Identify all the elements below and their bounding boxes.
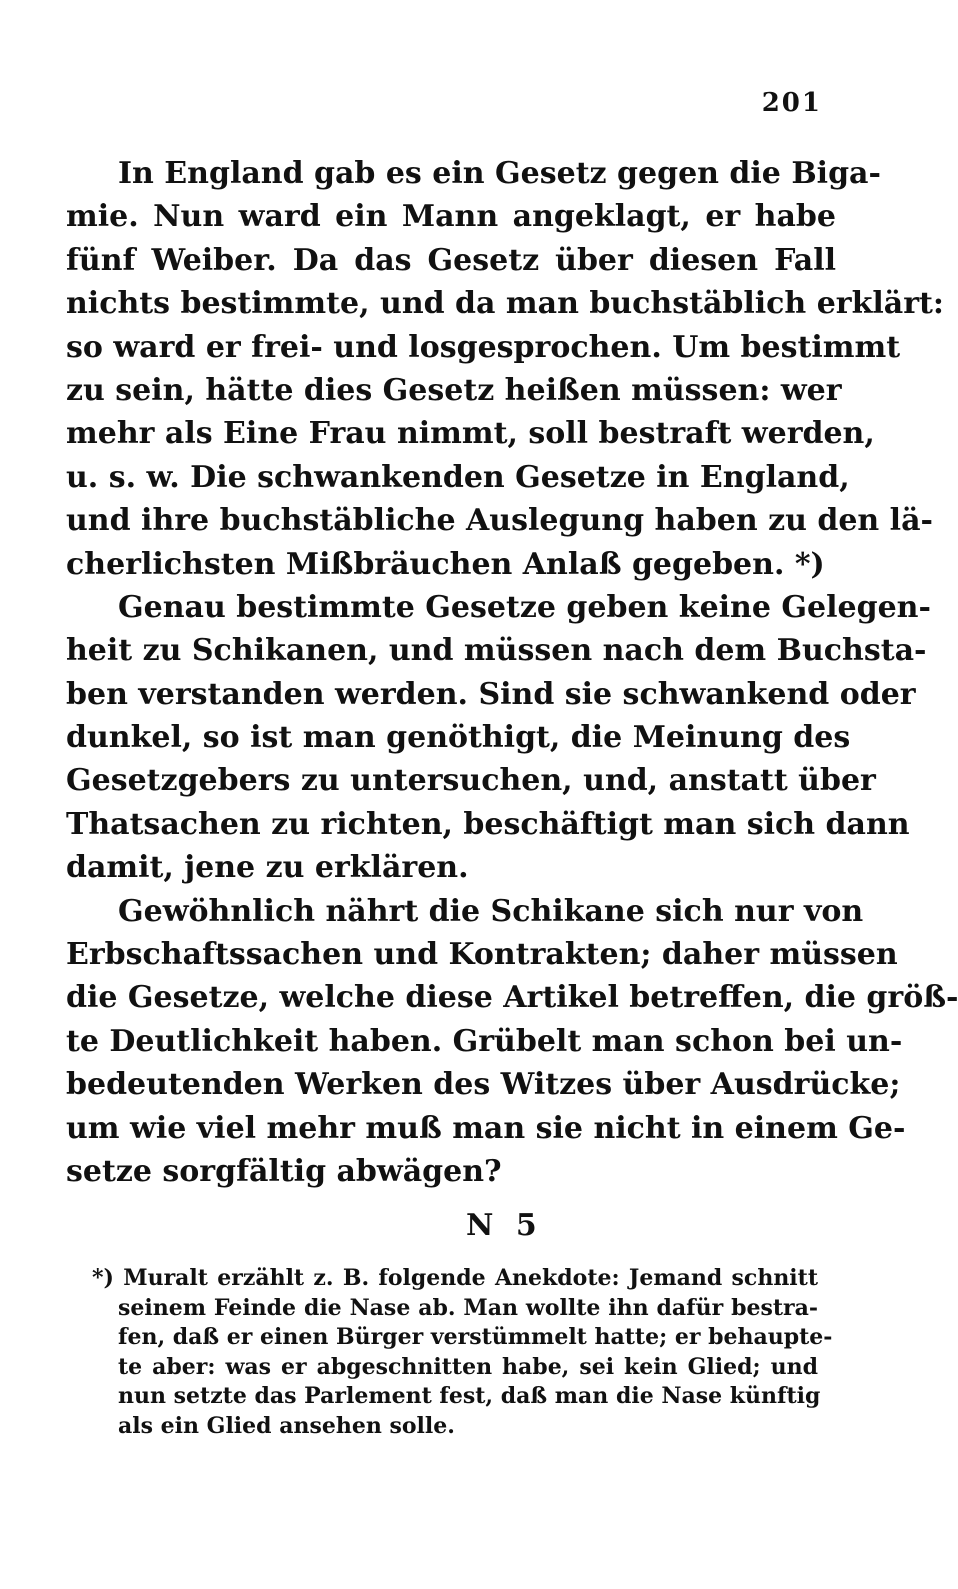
main-text: [66, 152, 958, 1193]
printer-signature: N 5: [466, 1208, 543, 1243]
text-line: dunkel, so ist man genöthigt, die Meinung des: [66, 720, 851, 756]
text-line: Gewöhnlich nährt die Schikane sich nur von: [118, 893, 864, 929]
paragraph-2: [66, 586, 931, 890]
text-line: In England gab es ein Gesetz gegen die Biga-: [118, 156, 881, 191]
text-line: so ward er frei- und losgesprochen. Um bestimmt: [66, 329, 901, 365]
footnote-line: nun setzte das Parlement fest, daß man die Nase künftig: [118, 1383, 821, 1410]
text-line: Thatsachen zu richten, beschäftigt man sich dann: [66, 806, 910, 842]
text-line: Gesetzgebers zu untersuchen, und, anstatt über: [66, 763, 876, 799]
text-line: mie. Nun ward ein Mann angeklagt, er habe: [66, 199, 836, 235]
footnote-line: als ein Glied ansehen solle.: [118, 1412, 455, 1439]
footnote-line: seinem Feinde die Nase ab. Man wollte ihn dafür bestra-: [118, 1294, 818, 1321]
footnote-line: te aber: was er abgeschnitten habe, sei kein Glied; und: [118, 1353, 818, 1380]
text-line: Erbschaftssachen und Kontrakten; daher müssen: [66, 937, 898, 973]
paragraph-3: [66, 890, 958, 1194]
page-number: 201: [761, 88, 822, 118]
footnote-line: fen, daß er einen Bürger verstümmelt hatte; er behaupte-: [118, 1324, 833, 1351]
text-line: fünf Weiber. Da das Gesetz über diesen Fall: [66, 242, 836, 278]
text-line: u. s. w. Die schwankenden Gesetze in England,: [66, 459, 850, 495]
text-line: setze sorgfältig abwägen?: [66, 1153, 502, 1189]
text-line: cherlichsten Mißbräuchen Anlaß gegeben. *): [66, 546, 825, 582]
paragraph-1: [66, 152, 944, 586]
footnote: [92, 1264, 833, 1442]
text-line: zu sein, hätte dies Gesetz heißen müssen: wer: [66, 372, 842, 408]
text-line: um wie viel mehr muß man sie nicht in einem Ge-: [66, 1110, 906, 1146]
text-line: te Deutlichkeit haben. Grübelt man schon bei un-: [66, 1023, 903, 1059]
text-line: ben verstanden werden. Sind sie schwankend oder: [66, 676, 916, 712]
text-line: Genau bestimmte Gesetze geben keine Gelegen-: [118, 589, 931, 625]
text-line: nichts bestimmte, und da man buchstäblich erklärt:: [66, 286, 944, 322]
text-line: mehr als Eine Frau nimmt, soll bestraft werden,: [66, 416, 875, 452]
text-line: die Gesetze, welche diese Artikel betreffen, die größ-: [66, 980, 958, 1016]
footnote-line: *) Muralt erzählt z. B. folgende Anekdote: Jemand schnitt: [92, 1265, 818, 1291]
text-line: und ihre buchstäbliche Auslegung haben zu den lä-: [66, 503, 933, 539]
text-line: heit zu Schikanen, und müssen nach dem Buchsta-: [66, 633, 927, 669]
text-line: damit, jene zu erklären.: [66, 850, 469, 886]
text-line: bedeutenden Werken des Witzes über Ausdrücke;: [66, 1067, 901, 1103]
